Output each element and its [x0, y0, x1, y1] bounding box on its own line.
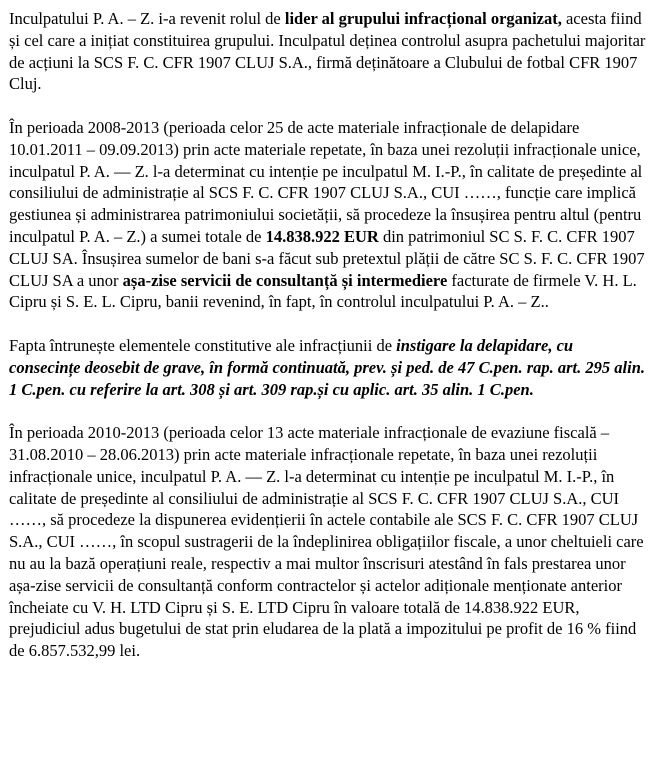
text-run: instigare la delapidare, cu consecințe deosebit de grave, în formă continuată, prev. și ped. de 47 C.pen. rap. art. 295 alin. 1 C.pen. cu referire la art. 308 și art. 309 rap.și cu aplic. art. 35 alin. 1 C.pen. — [9, 335, 645, 399]
paragraph — [9, 8, 647, 95]
text-run: În perioada 2010-2013 (perioada celor 13 acte materiale infracționale de evaziune fiscală – 31.08.2010 – 28.06.2013) prin acte materiale infracționale repetate, în baza unei rezoluții infracționale unice, inculpatul P. A. — Z. l-a determinat cu intenție pe inculpatul M. I.-P., în calitate de președinte al consiliului de administrație al SCS F. C. CFR 1907 CLUJ S.A., CUI ……, să procedeze la dispunerea evidențierii în actele contabile ale SCS F. C. CFR 1907 CLUJ S.A., CUI ……, în scopul sustragerii de la îndeplinirea obligațiilor fiscale, a unor cheltuieli care nu au la bază operațiuni reale, respectiv a mai multor înscrisuri atestând în fals prestarea unor așa-zise servicii de consultanță conform contractelor și actelor adiționale menționate anterior încheiate cu V. H. LTD Cipru și S. E. LTD Cipru în valoare totală de 14.838.922 EUR, prejudiciul adus bugetului de stat prin eludarea de la plată a impozitului pe profit de 16 % fiind de 6.857.532,99 lei. — [9, 423, 644, 661]
text-run: Inculpatului P. A. – Z. i-a revenit rolul de — [9, 9, 285, 28]
document-body — [9, 8, 647, 662]
text-run: În perioada 2008-2013 (perioada celor 25 de acte materiale infracționale de delapidare 10.01.2011 – 09.09.2013) prin acte materiale repetate, în baza unei rezoluții infracționale unice, inculpatul P. A. — Z. l-a determinat cu intenție pe inculpatul M. I.-P., în calitate de președinte al consiliului de administrație al SCS F. C. CFR 1907 CLUJ S.A., CUI ……, funcție care implică gestiunea și administrarea patrimoniului societății, să procedeze la însușirea pentru altul (pentru inculpatul P. A. – Z.) a sumei totale de — [9, 117, 643, 246]
paragraph — [9, 117, 647, 313]
text-run: Fapta întrunește elementele constitutive ale infracțiunii de — [9, 335, 397, 355]
text-run: din patrimoniul SC S. F. C. CFR 1907 CLUJ SA. Însușirea sumelor de bani s-a făcut sub pretextul plății de către SC S. F. C. CFR 1907 CLUJ SA a unor — [9, 226, 645, 290]
text-run: 14.838.922 EUR — [265, 226, 379, 246]
paragraph — [9, 422, 647, 662]
text-run: așa-zise servicii de consultanță și intermediere — [122, 270, 448, 290]
text-run: acesta fiind și cel care a inițiat constituirea grupului. Inculpatul deținea controlul asupra pachetului majoritar de acțiuni la SCS F. C. CFR 1907 CLUJ S.A., firmă deținătoare a Clubului de fotbal CFR 1907 Cluj. — [9, 9, 646, 94]
text-run: lider al grupului infracțional organizat, — [284, 9, 562, 28]
text-run: facturate de firmele V. H. L. Cipru și S. E. L. Cipru, banii revenind, în fapt, în controlul inculpatului P. A. – Z.. — [9, 270, 637, 312]
paragraph — [9, 335, 647, 400]
